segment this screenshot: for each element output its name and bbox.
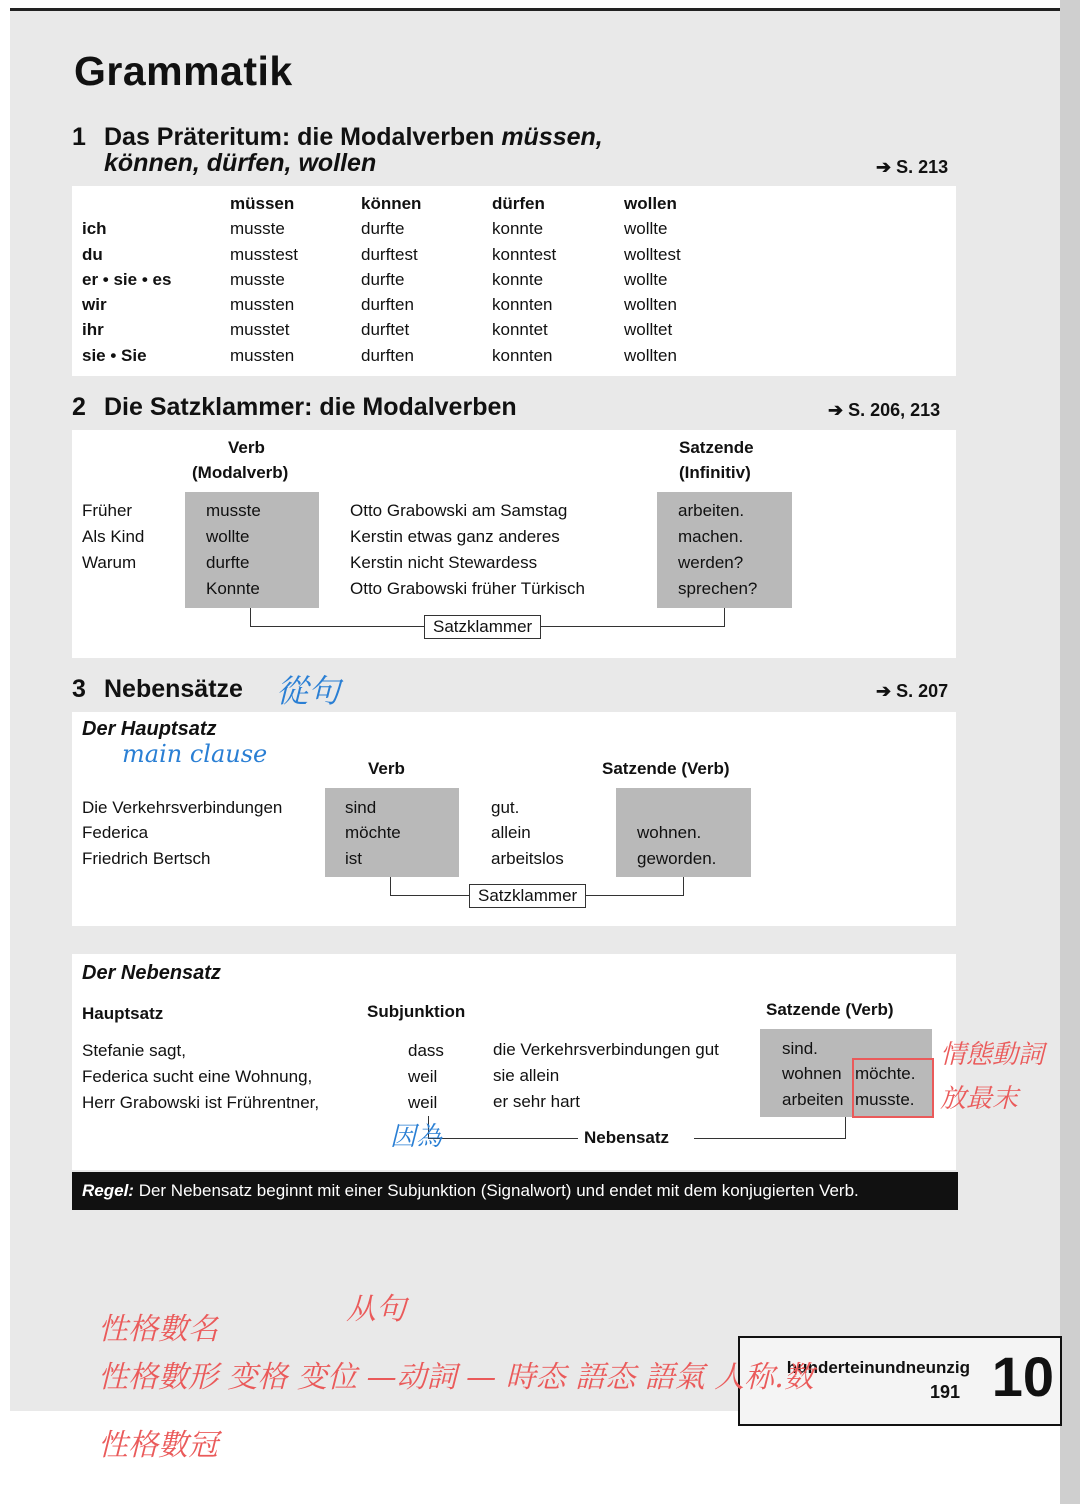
table-cell: musstet [230, 320, 290, 339]
infinitive: werden? [678, 553, 744, 572]
sentence-middle: allein [491, 823, 531, 842]
verb-header: Verb [368, 759, 405, 778]
sub-clause-middle: sie allein [493, 1066, 560, 1085]
table-cell: musste [230, 219, 285, 238]
table-pronoun: du [82, 245, 103, 264]
handwritten-note-clause: 從句 [276, 672, 341, 710]
verb: ist [345, 849, 362, 868]
sentence-end: geworden. [637, 849, 717, 868]
section-1-title-italic-1: müssen, [501, 123, 603, 151]
sentence-end: wohnen. [637, 823, 702, 842]
table-cell: durften [361, 346, 414, 365]
conjunction: weil [408, 1093, 438, 1112]
rule-bar [72, 1172, 958, 1210]
table-cell: konnte [492, 270, 544, 289]
final-verb: sind. [782, 1039, 818, 1058]
nebensatz-line-left [428, 1138, 578, 1139]
sentence-middle: arbeitslos [491, 849, 564, 868]
section-1-title-plain: Das Präteritum: die Modalverben [104, 123, 502, 151]
final-modal-verb: musste. [855, 1090, 915, 1109]
end-header: Satzende [679, 438, 754, 457]
sentence-middle: Otto Grabowski am Samstag [350, 501, 568, 520]
handwritten-note-line1: 性格數名 [98, 1312, 218, 1347]
modal-verb: wollte [206, 527, 250, 546]
nebensatz-panel [72, 954, 956, 1170]
nebensatz-line-right [694, 1138, 846, 1139]
sentence-start: Warum [82, 553, 137, 572]
conjunction: weil [408, 1067, 438, 1086]
section-1-title [104, 124, 603, 150]
table-cell: durftet [361, 320, 410, 339]
section-3-reference: ➔ S. 207 [876, 681, 949, 701]
table-cell: musste [230, 270, 285, 289]
nebensatz-tick-right [845, 1117, 846, 1138]
subject: Federica [82, 823, 149, 842]
rule-label: Regel: [82, 1181, 134, 1200]
table-pronoun: er • sie • es [82, 270, 172, 289]
sentence-middle: gut. [491, 798, 520, 817]
final-modal-verb: möchte. [855, 1064, 916, 1083]
hauptsatz-panel [72, 712, 956, 926]
verb-header-sub: (Modalverb) [192, 463, 289, 482]
handwritten-note-line3: 性格數冠 [98, 1428, 218, 1463]
chapter-number: 10 [991, 1345, 1054, 1408]
table-cell: mussten [230, 295, 295, 314]
column-subjunktion: Subjunktion [367, 1002, 466, 1021]
page-title: Grammatik [74, 48, 293, 94]
end-header-sub: (Infinitiv) [679, 463, 751, 482]
section-2-title: Die Satzklammer: die Modalverben [104, 393, 517, 421]
nebensatz-heading: Der Nebensatz [82, 962, 221, 984]
verb-header: Verb [228, 438, 265, 457]
table-cell: durftest [361, 245, 418, 264]
verb: möchte [345, 823, 401, 842]
section-1-reference: ➔ S. 213 [876, 157, 949, 177]
section-1-table-panel [72, 186, 956, 376]
sentence-middle: Kerstin nicht Stewardess [350, 553, 538, 572]
handwritten-note-line2: 性格數形 变格 变位 —动詞 — 時态 語态 語氣 人称.数 [98, 1360, 814, 1395]
table-cell: durfte [361, 270, 405, 289]
table-pronoun: ich [82, 219, 107, 238]
section-2-panel [72, 430, 956, 658]
subject: Die Verkehrsverbindungen [82, 798, 283, 817]
sentence-middle: Otto Grabowski früher Türkisch [350, 579, 585, 598]
satzklammer-label: Satzklammer [469, 884, 586, 908]
nebensatz-label: Nebensatz [584, 1128, 670, 1147]
column-hauptsatz: Hauptsatz [82, 1004, 164, 1023]
main-clause: Stefanie sagt, [82, 1041, 186, 1060]
section-1-title-italic-2: können, dürfen, wollen [104, 149, 377, 177]
end-header: Satzende (Verb) [602, 759, 730, 778]
hauptsatz-heading: Der Hauptsatz [82, 718, 217, 740]
subject: Friedrich Bertsch [82, 849, 211, 868]
main-clause: Herr Grabowski ist Frührentner, [82, 1093, 320, 1112]
table-header: können [361, 194, 422, 213]
rule-text: Der Nebensatz beginnt mit einer Subjunktion (Signalwort) und endet mit dem konjugierten Verb. [133, 1181, 859, 1200]
section-2-reference: ➔ S. 206, 213 [828, 400, 941, 420]
main-clause: Federica sucht eine Wohnung, [82, 1067, 313, 1086]
section-1-title-line2 [104, 150, 376, 176]
page-number: 191 [929, 1382, 960, 1402]
conjugation-table [72, 186, 956, 376]
handwritten-note-because: 因為 [390, 1122, 443, 1152]
scan-edge [1060, 0, 1080, 1504]
table-cell: durfte [361, 219, 405, 238]
table-cell: konnten [492, 346, 553, 365]
table-cell: musstest [230, 245, 299, 264]
table-cell: wolltest [624, 245, 681, 264]
column-satzende: Satzende (Verb) [766, 1000, 894, 1019]
table-pronoun: sie • Sie [82, 346, 147, 365]
final-infinitive: arbeiten [782, 1090, 844, 1109]
handwritten-note-at-end: 放最末 [940, 1084, 1019, 1114]
final-infinitive: wohnen [782, 1064, 842, 1083]
sentence-middle: Kerstin etwas ganz anderes [350, 527, 560, 546]
table-pronoun: wir [82, 295, 107, 314]
table-cell: durften [361, 295, 414, 314]
section-2-number: 2 [72, 393, 86, 421]
modal-verb: Konnte [206, 579, 260, 598]
modal-verb: musste [206, 501, 261, 520]
section-1-number: 1 [72, 123, 86, 151]
modal-verb: durfte [206, 553, 250, 572]
table-cell: wollten [624, 295, 677, 314]
infinitive: arbeiten. [678, 501, 745, 520]
handwritten-note-modal-verb: 情態動詞 [940, 1040, 1045, 1070]
sub-clause-middle: er sehr hart [493, 1092, 580, 1111]
table-header: müssen [230, 194, 295, 213]
handwritten-note-line1b: 从句 [346, 1292, 406, 1327]
conjunction: dass [408, 1041, 444, 1060]
infinitive: machen. [678, 527, 744, 546]
table-cell: konnten [492, 295, 553, 314]
handwritten-note-main-clause: main clause [122, 740, 268, 768]
table-cell: wollte [624, 270, 668, 289]
table-cell: mussten [230, 346, 295, 365]
table-cell: wollte [624, 219, 668, 238]
table-cell: wolltet [624, 320, 673, 339]
table-cell: konntet [492, 320, 548, 339]
table-header: wollen [624, 194, 677, 213]
table-cell: wollten [624, 346, 677, 365]
sentence-start: Früher [82, 501, 133, 520]
infinitive: sprechen? [678, 579, 758, 598]
sentence-start: Als Kind [82, 527, 145, 546]
table-cell: konnte [492, 219, 544, 238]
table-header: dürfen [492, 194, 545, 213]
handwritten-highlight-box [852, 1058, 934, 1118]
section-3-number: 3 [72, 675, 86, 703]
table-cell: konntest [492, 245, 557, 264]
page-number-word: hunderteinundneunzig [786, 1358, 970, 1377]
verb: sind [345, 798, 377, 817]
satzklammer-label: Satzklammer [424, 615, 541, 639]
section-3-title: Nebensätze [104, 675, 243, 703]
table-pronoun: ihr [82, 320, 104, 339]
sub-clause-middle: die Verkehrsverbindungen gut [493, 1040, 719, 1059]
